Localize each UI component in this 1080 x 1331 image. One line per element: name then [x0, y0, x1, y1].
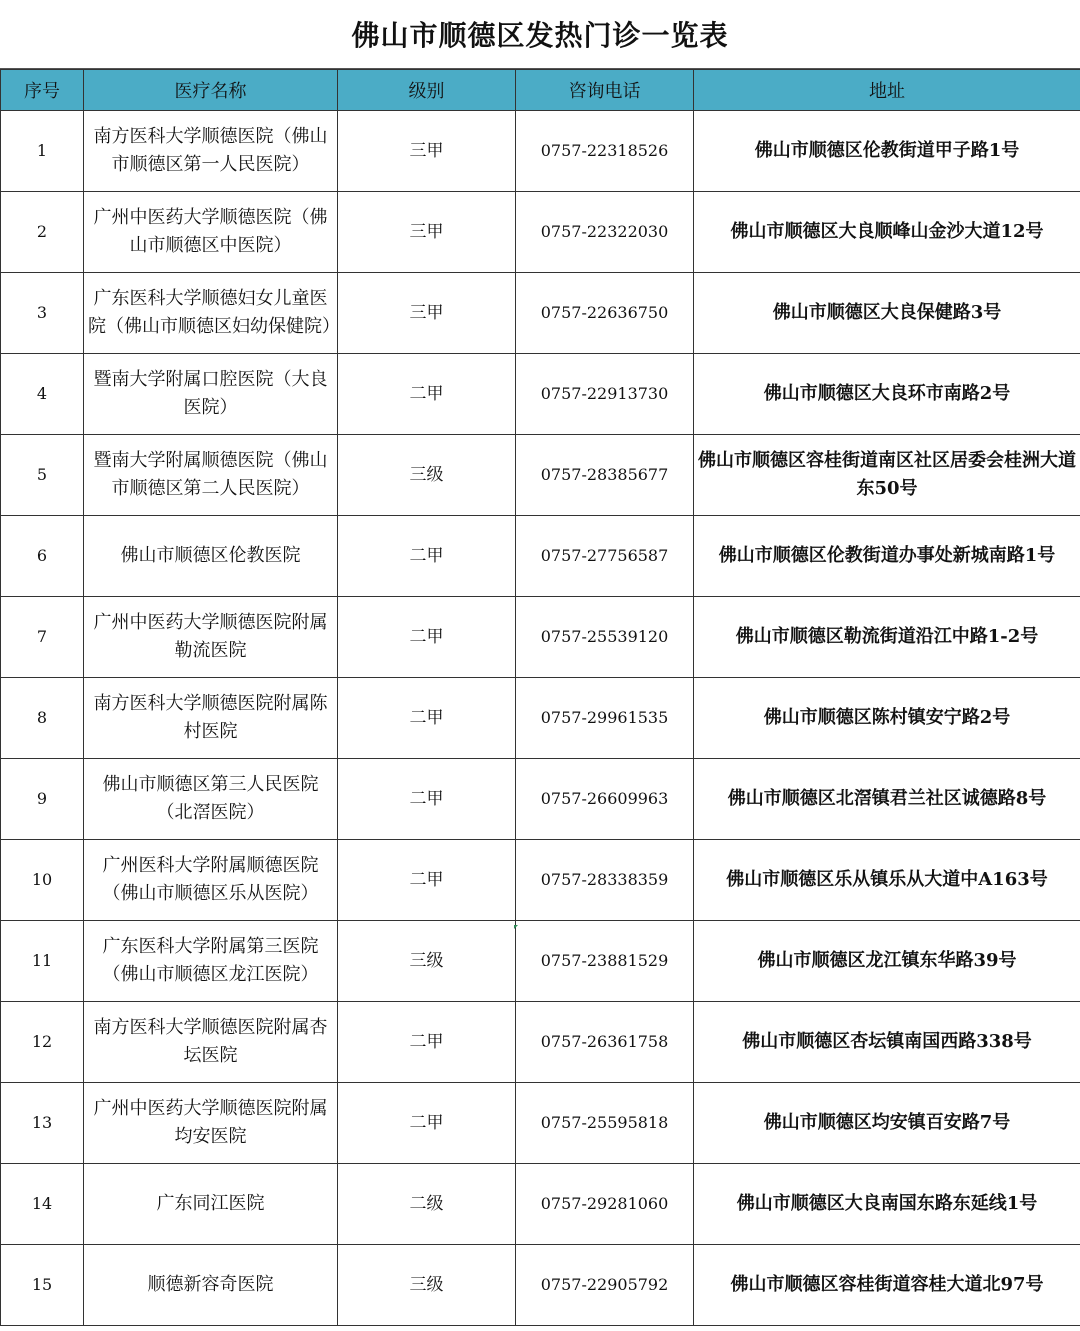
hospital-phone: 0757-22318526 — [516, 111, 694, 192]
table-row — [1, 597, 1080, 678]
clinic-table — [0, 69, 1080, 1326]
table-row — [1, 354, 1080, 435]
hospital-level: 二甲 — [338, 1002, 516, 1083]
header-no: 序号 — [1, 70, 84, 111]
hospital-level: 三甲 — [338, 273, 516, 354]
hospital-name: 暨南大学附属口腔医院（大良医院） — [84, 354, 338, 435]
hospital-level: 三甲 — [338, 111, 516, 192]
cell-marker-icon — [514, 925, 518, 929]
row-number: 1 — [1, 111, 84, 192]
hospital-phone: 0757-25595818 — [516, 1083, 694, 1164]
hospital-name: 顺德新容奇医院 — [84, 1245, 338, 1326]
row-number: 4 — [1, 354, 84, 435]
page-title: 佛山市顺德区发热门诊一览表 — [0, 0, 1080, 69]
table-row — [1, 1083, 1080, 1164]
hospital-address: 佛山市顺德区均安镇百安路7号 — [694, 1083, 1080, 1164]
hospital-address: 佛山市顺德区大良顺峰山金沙大道12号 — [694, 192, 1080, 273]
hospital-level: 二级 — [338, 1164, 516, 1245]
hospital-name: 南方医科大学顺德医院附属杏坛医院 — [84, 1002, 338, 1083]
hospital-level: 二甲 — [338, 1083, 516, 1164]
hospital-name: 广东医科大学附属第三医院（佛山市顺德区龙江医院） — [84, 921, 338, 1002]
hospital-name: 佛山市顺德区第三人民医院（北滘医院） — [84, 759, 338, 840]
row-number: 9 — [1, 759, 84, 840]
table-row — [1, 516, 1080, 597]
hospital-address: 佛山市顺德区北滘镇君兰社区诚德路8号 — [694, 759, 1080, 840]
hospital-address: 佛山市顺德区龙江镇东华路39号 — [694, 921, 1080, 1002]
table-row — [1, 1245, 1080, 1326]
row-number: 11 — [1, 921, 84, 1002]
hospital-address: 佛山市顺德区伦教街道办事处新城南路1号 — [694, 516, 1080, 597]
hospital-level: 二甲 — [338, 759, 516, 840]
table-row — [1, 435, 1080, 516]
hospital-level: 二甲 — [338, 840, 516, 921]
hospital-phone: 0757-28385677 — [516, 435, 694, 516]
row-number: 13 — [1, 1083, 84, 1164]
hospital-level: 二甲 — [338, 597, 516, 678]
hospital-phone: 0757-22913730 — [516, 354, 694, 435]
hospital-address: 佛山市顺德区杏坛镇南国西路338号 — [694, 1002, 1080, 1083]
hospital-phone: 0757-23881529 — [516, 921, 694, 1002]
table-header-row — [1, 70, 1080, 111]
table-row — [1, 678, 1080, 759]
table-row — [1, 840, 1080, 921]
hospital-phone: 0757-22905792 — [516, 1245, 694, 1326]
hospital-address: 佛山市顺德区大良环市南路2号 — [694, 354, 1080, 435]
hospital-level: 三级 — [338, 921, 516, 1002]
hospital-address: 佛山市顺德区大良保健路3号 — [694, 273, 1080, 354]
row-number: 7 — [1, 597, 84, 678]
row-number: 5 — [1, 435, 84, 516]
table-row — [1, 273, 1080, 354]
hospital-phone: 0757-29281060 — [516, 1164, 694, 1245]
table-row — [1, 759, 1080, 840]
hospital-name: 广州中医药大学顺德医院附属勒流医院 — [84, 597, 338, 678]
hospital-phone: 0757-25539120 — [516, 597, 694, 678]
hospital-address: 佛山市顺德区大良南国东路东延线1号 — [694, 1164, 1080, 1245]
hospital-name: 广州中医药大学顺德医院（佛山市顺德区中医院） — [84, 192, 338, 273]
row-number: 2 — [1, 192, 84, 273]
hospital-address: 佛山市顺德区伦教街道甲子路1号 — [694, 111, 1080, 192]
hospital-phone: 0757-28338359 — [516, 840, 694, 921]
hospital-phone: 0757-27756587 — [516, 516, 694, 597]
hospital-phone: 0757-22636750 — [516, 273, 694, 354]
hospital-name: 广州医科大学附属顺德医院（佛山市顺德区乐从医院） — [84, 840, 338, 921]
row-number: 10 — [1, 840, 84, 921]
header-phone: 咨询电话 — [516, 70, 694, 111]
hospital-name: 广州中医药大学顺德医院附属均安医院 — [84, 1083, 338, 1164]
table-row — [1, 921, 1080, 1002]
row-number: 3 — [1, 273, 84, 354]
row-number: 14 — [1, 1164, 84, 1245]
row-number: 6 — [1, 516, 84, 597]
hospital-level: 二甲 — [338, 354, 516, 435]
hospital-address: 佛山市顺德区陈村镇安宁路2号 — [694, 678, 1080, 759]
table-row — [1, 111, 1080, 192]
hospital-level: 二甲 — [338, 516, 516, 597]
hospital-name: 广东医科大学顺德妇女儿童医院（佛山市顺德区妇幼保健院） — [84, 273, 338, 354]
header-level: 级别 — [338, 70, 516, 111]
hospital-address: 佛山市顺德区勒流街道沿江中路1-2号 — [694, 597, 1080, 678]
hospital-phone: 0757-22322030 — [516, 192, 694, 273]
hospital-address: 佛山市顺德区容桂街道容桂大道北97号 — [694, 1245, 1080, 1326]
row-number: 8 — [1, 678, 84, 759]
hospital-name: 广东同江医院 — [84, 1164, 338, 1245]
hospital-level: 三级 — [338, 435, 516, 516]
hospital-phone: 0757-26609963 — [516, 759, 694, 840]
row-number: 15 — [1, 1245, 84, 1326]
row-number: 12 — [1, 1002, 84, 1083]
hospital-level: 三甲 — [338, 192, 516, 273]
hospital-name: 佛山市顺德区伦教医院 — [84, 516, 338, 597]
header-address: 地址 — [694, 70, 1080, 111]
table-row — [1, 1002, 1080, 1083]
table-row — [1, 192, 1080, 273]
hospital-level: 三级 — [338, 1245, 516, 1326]
hospital-name: 暨南大学附属顺德医院（佛山市顺德区第二人民医院） — [84, 435, 338, 516]
hospital-name: 南方医科大学顺德医院附属陈村医院 — [84, 678, 338, 759]
header-name: 医疗名称 — [84, 70, 338, 111]
hospital-name: 南方医科大学顺德医院（佛山市顺德区第一人民医院） — [84, 111, 338, 192]
hospital-address: 佛山市顺德区乐从镇乐从大道中A163号 — [694, 840, 1080, 921]
hospital-address: 佛山市顺德区容桂街道南区社区居委会桂洲大道东50号 — [694, 435, 1080, 516]
hospital-phone: 0757-29961535 — [516, 678, 694, 759]
hospital-phone: 0757-26361758 — [516, 1002, 694, 1083]
hospital-level: 二甲 — [338, 678, 516, 759]
table-row — [1, 1164, 1080, 1245]
